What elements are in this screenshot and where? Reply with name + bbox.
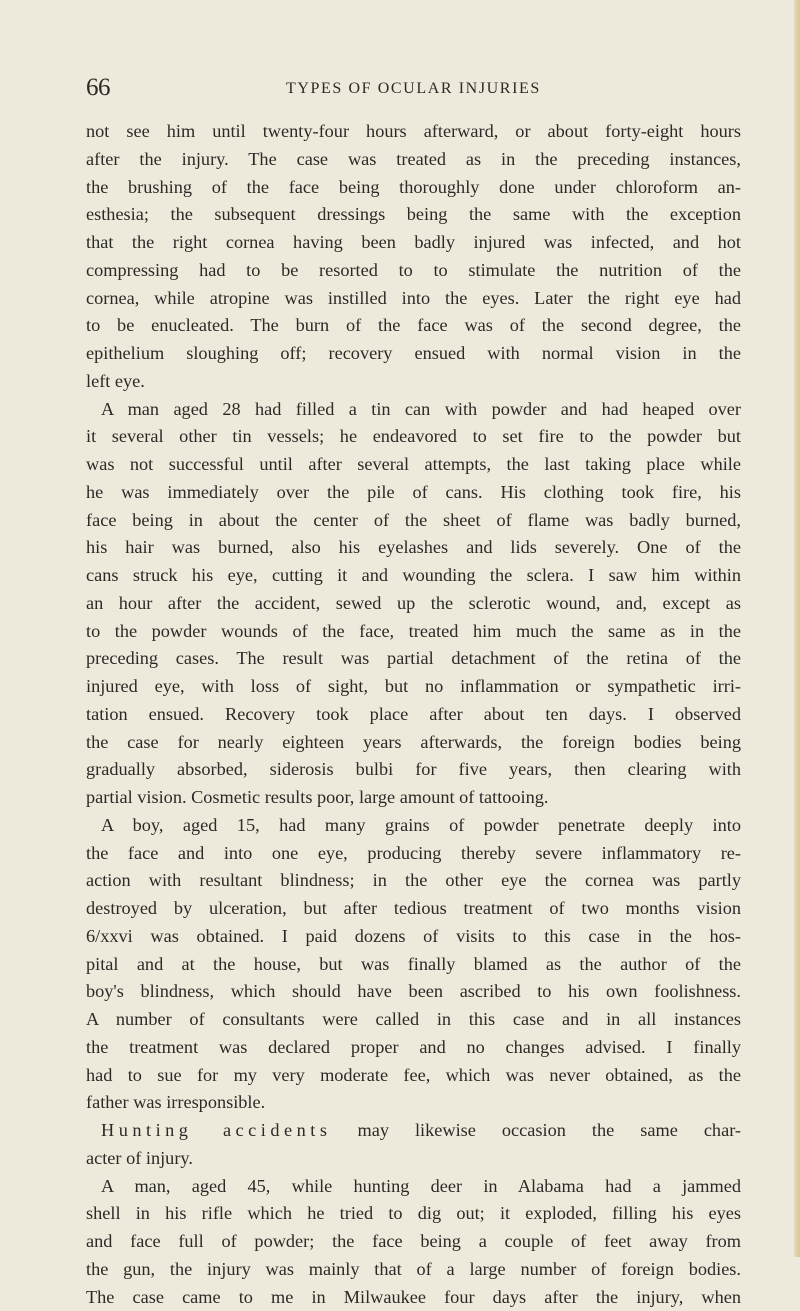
text-line: pital and at the house, but was finally blamed as the author of the [86,951,741,979]
text-line: A boy, aged 15, had many grains of powder penetrate deeply into [86,812,741,840]
text-line: was not successful until after several attempts, the last taking place while [86,451,741,479]
text-line: A man, aged 45, while hunting deer in Alabama had a jammed [86,1173,741,1201]
text-line: acter of injury. [86,1145,741,1173]
text-line: partial vision. Cosmetic results poor, large amount of tattooing. [86,784,741,812]
text-line-rest: may likewise occasion the same char- [357,1120,741,1140]
text-line: gradually absorbed, siderosis bulbi for five years, then clearing with [86,756,741,784]
text-line: the brushing of the face being thoroughly done under chloroform an- [86,174,741,202]
text-line: shell in his rifle which he tried to dig out; it exploded, filling his eyes [86,1200,741,1228]
text-line: the case for nearly eighteen years afterwards, the foreign bodies being [86,729,741,757]
text-line: A man aged 28 had filled a tin can with powder and had heaped over [86,396,741,424]
page-number: 66 [86,74,110,102]
text-line: after the injury. The case was treated as in the preceding instances, [86,146,741,174]
text-line: injured eye, with loss of sight, but no inflammation or sympathetic irri- [86,673,741,701]
text-line: The case came to me in Milwaukee four days after the injury, when [86,1284,741,1311]
text-line: compressing had to be resorted to to stimulate the nutrition of the [86,257,741,285]
page-edge [794,0,800,1257]
text-line: face being in about the center of the sheet of flame was badly burned, [86,507,741,535]
text-line: preceding cases. The result was partial detachment of the retina of the [86,645,741,673]
body-text [86,118,741,1311]
spaced-heading: Hunting accidents [101,1120,331,1140]
text-line: that the right cornea having been badly injured was infected, and hot [86,229,741,257]
text-line: to the powder wounds of the face, treated him much the same as in the [86,618,741,646]
text-line: action with resultant blindness; in the other eye the cornea was partly [86,867,741,895]
text-line: A number of consultants were called in this case and in all instances [86,1006,741,1034]
text-line: cornea, while atropine was instilled into the eyes. Later the right eye had [86,285,741,313]
text-line: father was irresponsible. [86,1089,741,1117]
text-line: tation ensued. Recovery took place after about ten days. I observed [86,701,741,729]
text-line: esthesia; the subsequent dressings being the same with the exception [86,201,741,229]
text-line: the face and into one eye, producing thereby severe inflammatory re- [86,840,741,868]
running-head: TYPES OF OCULAR INJURIES [286,80,541,98]
text-line: had to sue for my very moderate fee, which was never obtained, as the [86,1062,741,1090]
text-line: epithelium sloughing off; recovery ensued with normal vision in the [86,340,741,368]
text-line: it several other tin vessels; he endeavored to set fire to the powder but [86,423,741,451]
text-line: destroyed by ulceration, but after tedious treatment of two months vision [86,895,741,923]
text-line: he was immediately over the pile of cans. His clothing took fire, his [86,479,741,507]
text-line: left eye. [86,368,741,396]
text-line: the gun, the injury was mainly that of a large number of foreign bodies. [86,1256,741,1284]
text-line: 6/xxvi was obtained. I paid dozens of visits to this case in the hos- [86,923,741,951]
text-line: his hair was burned, also his eyelashes and lids severely. One of the [86,534,741,562]
text-line: and face full of powder; the face being a couple of feet away from [86,1228,741,1256]
text-line: not see him until twenty-four hours afterward, or about forty-eight hours [86,118,741,146]
text-line: cans struck his eye, cutting it and wounding the sclera. I saw him within [86,562,741,590]
text-line: an hour after the accident, sewed up the sclerotic wound, and, except as [86,590,741,618]
text-line: the treatment was declared proper and no changes advised. I finally [86,1034,741,1062]
text-line [86,1117,741,1145]
text-line: boy's blindness, which should have been ascribed to his own foolishness. [86,978,741,1006]
text-line: to be enucleated. The burn of the face was of the second degree, the [86,312,741,340]
page-header [86,74,726,106]
